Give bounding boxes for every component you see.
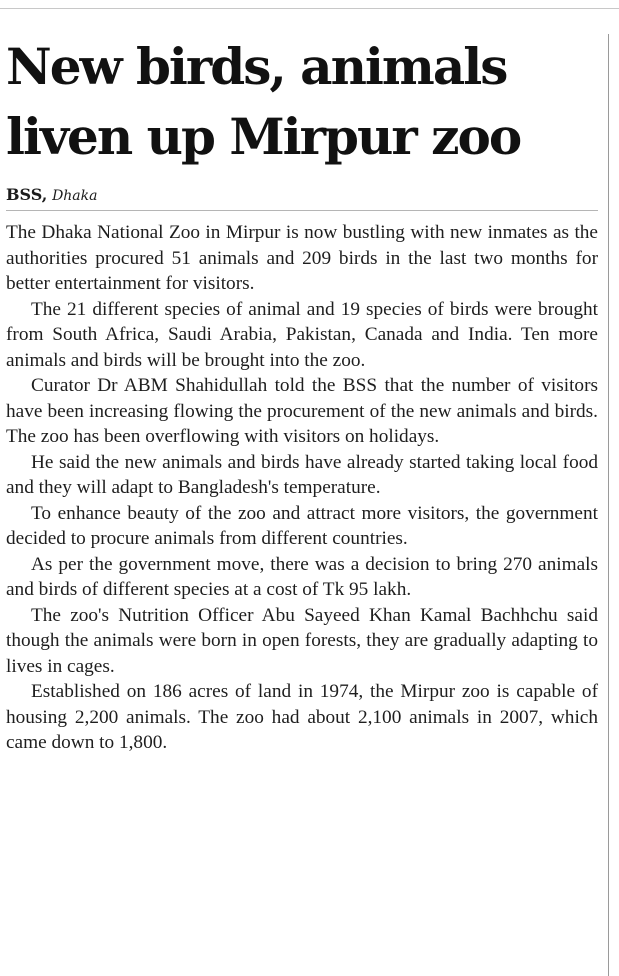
column-rule	[608, 34, 609, 976]
top-rule	[0, 0, 619, 9]
article-paragraph: He said the new animals and birds have already started taking local food and they will adapt to Bangladesh's temperature.	[6, 451, 598, 498]
byline	[6, 184, 598, 211]
article-paragraph: As per the government move, there was a decision to bring 270 animals and birds of different species at a cost of Tk 95 lakh.	[6, 553, 598, 600]
article-paragraph: The Dhaka National Zoo in Mirpur is now bustling with new inmates as the authorities procured 51 animals and 209 birds in the last two months for better entertainment for visitors.	[6, 222, 598, 294]
article-paragraph: The 21 different species of animal and 19 species of birds were brought from South Africa, Saudi Arabia, Pakistan, Canada and India. Ten more animals and birds will be brought into the zoo.	[6, 298, 598, 371]
article-paragraph: To enhance beauty of the zoo and attract more visitors, the government decided to procure animals from different countries.	[6, 502, 598, 549]
byline-agency: BSS,	[6, 185, 48, 204]
byline-location: Dhaka	[52, 188, 98, 204]
headline-line-1: New birds, animals	[6, 37, 507, 96]
article-paragraph: The zoo's Nutrition Officer Abu Sayeed Khan Kamal Bachhchu said though the animals were born in open forests, they are gradually adapting to lives in cages.	[6, 604, 598, 677]
article	[6, 32, 598, 756]
headline	[6, 32, 598, 172]
article-paragraph: Established on 186 acres of land in 1974, the Mirpur zoo is capable of housing 2,200 animals. The zoo had about 2,100 animals in 2007, which came down to 1,800.	[6, 681, 598, 753]
article-paragraph: Curator Dr ABM Shahidullah told the BSS that the number of visitors have been increasing flowing the procurement of the new animals and birds. The zoo has been overflowing with visitors on holidays.	[6, 375, 598, 447]
article-body	[6, 220, 598, 756]
headline-line-2: liven up Mirpur zoo	[6, 107, 521, 166]
